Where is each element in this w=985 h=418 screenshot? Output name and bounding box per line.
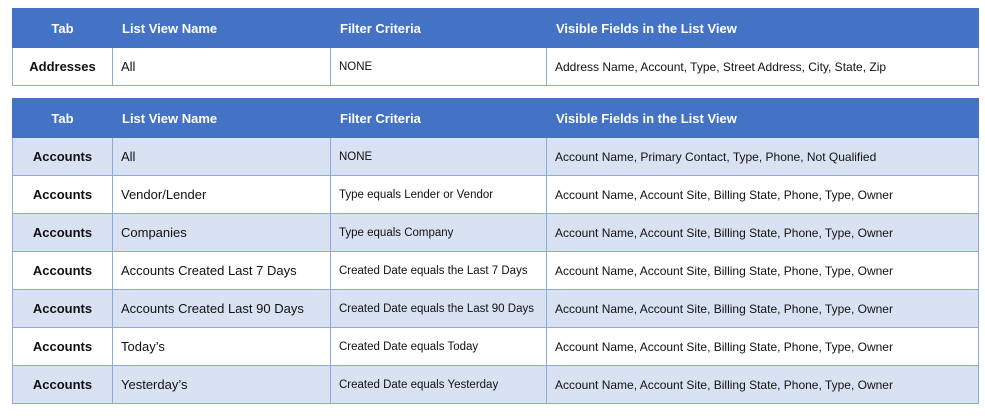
cell-filter-criteria: Created Date equals Yesterday (331, 366, 547, 404)
header-filter-criteria: Filter Criteria (331, 99, 547, 138)
cell-visible-fields: Account Name, Account Site, Billing State, Phone, Type, Owner (547, 214, 979, 252)
header-visible-fields: Visible Fields in the List View (547, 99, 979, 138)
cell-tab: Accounts (13, 252, 113, 290)
cell-tab: Accounts (13, 328, 113, 366)
cell-list-view-name: All (113, 138, 331, 176)
cell-tab: Accounts (13, 366, 113, 404)
cell-filter-criteria: Created Date equals the Last 7 Days (331, 252, 547, 290)
table-row (13, 138, 979, 176)
cell-visible-fields: Account Name, Primary Contact, Type, Phone, Not Qualified (547, 138, 979, 176)
table-row (13, 328, 979, 366)
header-filter-criteria: Filter Criteria (331, 9, 547, 48)
table-row (13, 290, 979, 328)
cell-filter-criteria: NONE (331, 138, 547, 176)
cell-tab: Accounts (13, 214, 113, 252)
header-row (13, 9, 979, 48)
table-row (13, 252, 979, 290)
table-row (13, 214, 979, 252)
header-tab: Tab (13, 99, 113, 138)
cell-filter-criteria: NONE (331, 48, 547, 86)
cell-tab: Accounts (13, 176, 113, 214)
cell-filter-criteria: Created Date equals Today (331, 328, 547, 366)
addresses-list-views-table (12, 8, 979, 86)
cell-list-view-name: Accounts Created Last 90 Days (113, 290, 331, 328)
accounts-list-views-table (12, 98, 979, 404)
cell-filter-criteria: Type equals Company (331, 214, 547, 252)
cell-visible-fields: Account Name, Account Site, Billing State, Phone, Type, Owner (547, 328, 979, 366)
table-row (13, 176, 979, 214)
cell-list-view-name: Vendor/Lender (113, 176, 331, 214)
cell-visible-fields: Account Name, Account Site, Billing State, Phone, Type, Owner (547, 366, 979, 404)
cell-filter-criteria: Type equals Lender or Vendor (331, 176, 547, 214)
header-list-view-name: List View Name (113, 9, 331, 48)
header-visible-fields: Visible Fields in the List View (547, 9, 979, 48)
cell-visible-fields: Account Name, Account Site, Billing State, Phone, Type, Owner (547, 252, 979, 290)
cell-list-view-name: Today’s (113, 328, 331, 366)
table-row (13, 48, 979, 86)
cell-visible-fields: Account Name, Account Site, Billing State, Phone, Type, Owner (547, 176, 979, 214)
table-row (13, 366, 979, 404)
cell-tab: Accounts (13, 138, 113, 176)
cell-tab: Accounts (13, 290, 113, 328)
cell-filter-criteria: Created Date equals the Last 90 Days (331, 290, 547, 328)
cell-visible-fields: Address Name, Account, Type, Street Address, City, State, Zip (547, 48, 979, 86)
cell-list-view-name: Accounts Created Last 7 Days (113, 252, 331, 290)
cell-list-view-name: Yesterday’s (113, 366, 331, 404)
cell-tab: Addresses (13, 48, 113, 86)
header-tab: Tab (13, 9, 113, 48)
cell-list-view-name: All (113, 48, 331, 86)
cell-list-view-name: Companies (113, 214, 331, 252)
header-row (13, 99, 979, 138)
header-list-view-name: List View Name (113, 99, 331, 138)
cell-visible-fields: Account Name, Account Site, Billing State, Phone, Type, Owner (547, 290, 979, 328)
